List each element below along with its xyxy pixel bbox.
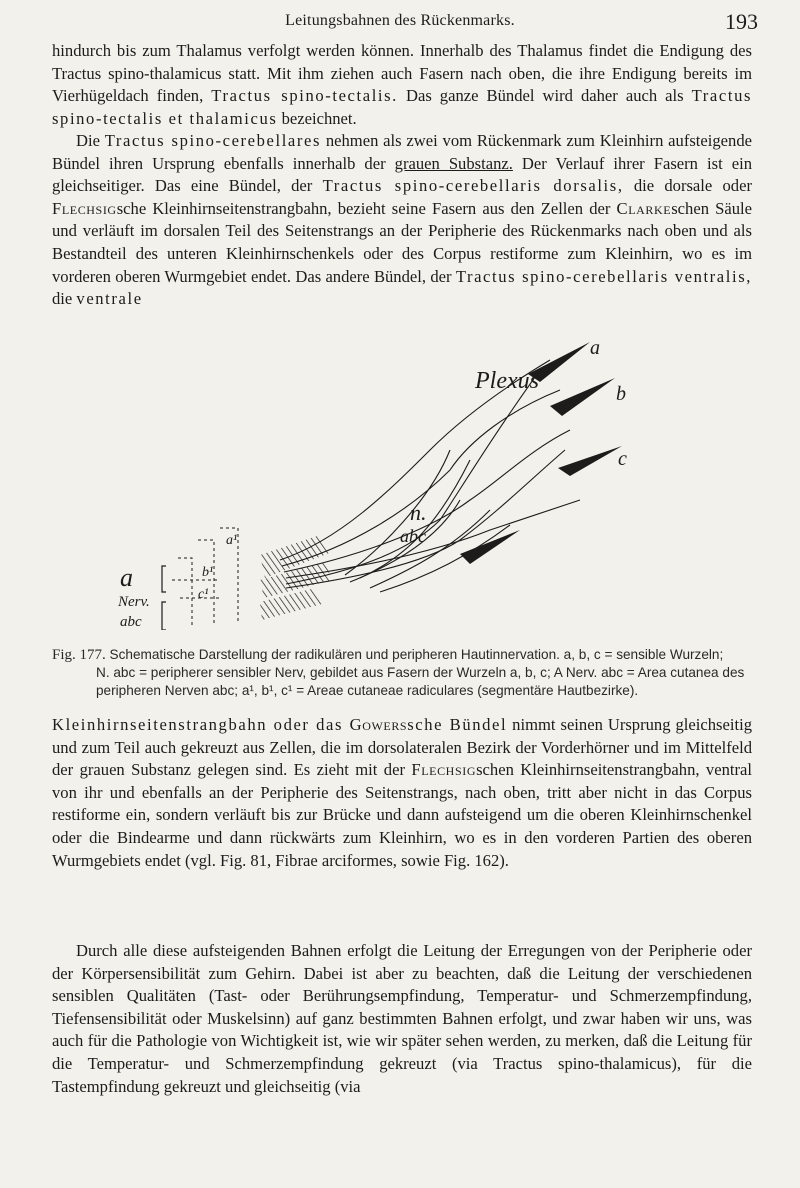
label-nerv: Nerv. <box>118 594 150 610</box>
para2-t3: die dorsale oder <box>623 176 752 196</box>
name-flechsig-2: Flechsig <box>411 760 477 780</box>
para3-t1: oder das <box>267 715 350 734</box>
name-flechsig: Flechsig <box>52 198 117 218</box>
label-c: c <box>618 448 627 470</box>
para2-t1: nehmen als zwei vom Rückenmark zum Kleinhirn aufsteigende Bündel ihren Ursprung ebenfalls innerhalb der <box>52 131 753 173</box>
label-abc: abc <box>400 526 426 546</box>
para3-t4: schen Kleinhirnseitenstrangbahn, ventral von ihr und ebenfalls an der Peripherie des Seitenstrangs, nach oben, tritt aber nicht in das Corpus restiforme ein, sondern verläuft bis zur Brücke und dann aufsteigend um die oberen Kleinhirnschenkel oder die Bindearme und dann rückwärts zum Kleinhirn, wo es in den vorderen Partien des oberen Wurmgebiets endet (vgl. Fig. 81, Fibrae arciformes, sowie Fig. 162). <box>52 760 752 870</box>
figure-caption <box>52 646 752 701</box>
term-spino-cerebellares: Tractus spino-cerebellares <box>104 131 322 150</box>
name-clarke: Clarke <box>616 198 672 218</box>
name-gowers: Gowers <box>349 715 408 734</box>
page-number: 193 <box>725 9 758 34</box>
label-b1: b¹ <box>202 565 214 580</box>
para2-t4: sche Kleinhirnseitenstrangbahn, bezieht seine Fasern aus den Zellen der <box>116 198 617 218</box>
term-tractus-spino-tectalis-et-thalamicus: Tractus spino-tectalis et thalamicus <box>52 86 753 128</box>
term-buendel: Bündel <box>449 715 508 734</box>
caption-line1: Schematische Darstellung der radikulären und peripheren Hautinnervation. a, b, c = sensible Wurzeln; <box>105 647 724 662</box>
underlined-graue-substanz: grauen Substanz. <box>394 153 513 173</box>
figure-labels <box>117 337 627 630</box>
root-bundles <box>260 535 332 620</box>
para2-t0: Die <box>76 131 105 150</box>
para2-t5: schen Säule und verläuft im dorsalen Teil des Seitenstrangs an der Peripherie des Rückenmarks nach oben und als Bestandteil des unteren Kleinhirnschenkels oder des Corpus restiforme zum Kleinhirn, wo es im vorderen oberen Wurmgebiet endet. Das andere Bündel, der <box>52 198 752 286</box>
paragraph-1 <box>52 40 752 130</box>
term-kleinhirnseitenstrangbahn: Kleinhirnseitenstrangbahn <box>52 715 268 734</box>
running-head: Leitungsbahnen des Rückenmarks. <box>285 12 515 29</box>
para1-text2: Das ganze Bündel wird daher auch als <box>397 86 692 106</box>
paragraph-3 <box>52 714 752 872</box>
para2-t2: Der Verlauf ihrer Fasern ist ein gleichseitiger. Das eine Bündel, der <box>52 153 752 196</box>
paragraph-2 <box>52 130 752 311</box>
plexus-fibres <box>280 360 580 592</box>
para3-t2: sche <box>407 715 450 734</box>
para1-text: hindurch bis zum Thalamus verfolgt werden können. Innerhalb des Thalamus findet die Endigung des Tractus spino-thalamicus statt. Mit ihm ziehen auch Fasern nach oben, die ihre Endigung bereits im Vierhügeldach finden, <box>52 41 752 106</box>
innervation-schema <box>110 330 710 630</box>
para2-t6: die <box>52 289 77 309</box>
term-spino-cerebellaris-ventralis: Tractus spino-cerebellaris ventralis, <box>455 266 753 286</box>
para3-t3: nimmt seinen Ursprung gleichseitig und zum Teil auch gekreuzt aus Zellen, die im dorsolateralen Bezirk der Vorderhörner und im Mittelfeld der grauen Substanz gelegen sind. Es zieht mit der <box>52 715 752 780</box>
caption-figno: Fig. 177. <box>52 647 106 663</box>
label-a: a <box>590 337 600 359</box>
term-tractus-spino-tectalis: Tractus spino-tectalis. <box>211 86 398 106</box>
term-spino-cerebellaris-dorsalis: Tractus spino-cerebellaris dorsalis, <box>322 176 624 196</box>
label-c1: c¹ <box>198 587 209 602</box>
caption-line2: N. abc = peripherer sensibler Nerv, gebildet aus Fasern der Wurzeln a, b, c; A Nerv. abc = Area cutanea des <box>96 665 745 681</box>
term-ventrale: ventrale <box>76 289 143 309</box>
caption-line3: peripheren Nerven abc; a¹, b¹, c¹ = Areae cutaneae radiculares (segmentäre Hautbezirke). <box>96 683 639 699</box>
label-nerv-a: a <box>120 563 133 592</box>
label-plexus: Plexus <box>475 368 539 394</box>
label-b: b <box>616 383 626 405</box>
nerve-bracket <box>162 566 166 630</box>
figure-177-diagram <box>110 330 710 630</box>
label-nerv-abc: abc <box>120 614 142 630</box>
label-a1: a¹ <box>226 533 238 548</box>
paragraph-4: Durch alle diese aufsteigenden Bahnen erfolgt die Leitung der Erregungen von der Peripherie oder der Körpersensibilität zum Gehirn. Dabei ist aber zu beachten, daß die Leitung der verschiedenen sensiblen Qualitäten (Tast- oder Berührungsempfindung, Temperatur- und Schmerzempfindung, Tiefensensibilität oder Muskelsinn) auf ganz bestimmten Bahnen erfolgt, und zwar haben wir uns, was auch für die Pathologie von Wichtigkeit ist, wie wir später sehen werden, zu merken, daß die Leitung für die Temperatur- und Schmerzempfindung gekreuzt (via Tractus spino-thalamicus), für die Tastempfindung gekreuzt und gleichseitig (via <box>52 941 752 1096</box>
para1-text3: bezeichnet. <box>277 108 357 128</box>
label-n: n. <box>410 500 427 525</box>
